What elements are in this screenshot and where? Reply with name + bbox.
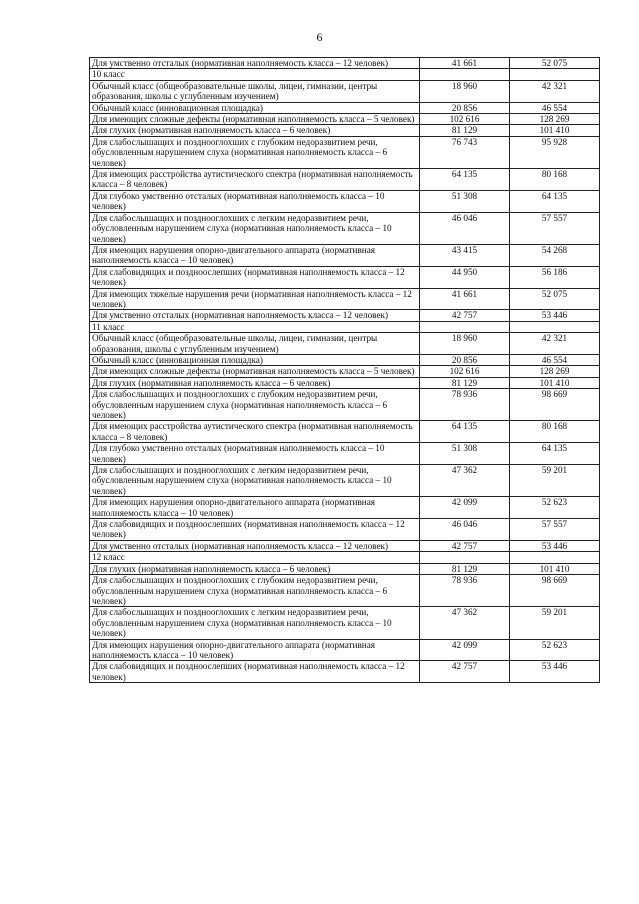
empty-cell [510, 69, 600, 80]
table-row [90, 266, 600, 288]
value-cell-1: 102 616 [420, 114, 510, 125]
table-row [90, 114, 600, 125]
class-type-cell: Для имеющих расстройства аутистического спектра (нормативная наполняемость класса – 8 человек) [90, 421, 420, 443]
value-cell-2: 54 268 [510, 244, 600, 266]
empty-cell [510, 321, 600, 332]
value-cell-2: 57 557 [510, 519, 600, 541]
value-cell-1: 42 757 [420, 540, 510, 551]
table-row [90, 310, 600, 321]
table-row [90, 639, 600, 661]
value-cell-2: 101 410 [510, 563, 600, 574]
class-type-cell: Для слабослышащих и позднооглохших с глубоким недоразвитием речи, обусловленным нарушением слуха (нормативная наполняемость класса – 6 человек) [90, 389, 420, 421]
table-row [90, 661, 600, 683]
value-cell-2: 128 269 [510, 114, 600, 125]
table-row [90, 333, 600, 355]
value-cell-1: 64 135 [420, 421, 510, 443]
value-cell-2: 53 446 [510, 540, 600, 551]
value-cell-2: 52 623 [510, 639, 600, 661]
value-cell-2: 101 410 [510, 125, 600, 136]
table-row [90, 169, 600, 191]
table-row [90, 465, 600, 497]
value-cell-1: 51 308 [420, 190, 510, 212]
value-cell-2: 80 168 [510, 421, 600, 443]
section-row [90, 69, 600, 80]
value-cell-2: 59 201 [510, 607, 600, 639]
class-type-cell: Для слабовидящих и поздноослепших (нормативная наполняемость класса – 12 человек) [90, 266, 420, 288]
value-cell-2: 101 410 [510, 377, 600, 388]
table-row [90, 421, 600, 443]
table-row [90, 58, 600, 69]
class-type-cell: Для глубоко умственно отсталых (нормативная наполняемость класса – 10 человек) [90, 190, 420, 212]
value-cell-2: 56 186 [510, 266, 600, 288]
value-cell-1: 20 856 [420, 354, 510, 365]
value-cell-2: 64 135 [510, 190, 600, 212]
value-cell-2: 98 669 [510, 389, 600, 421]
table-row [90, 377, 600, 388]
table-row [90, 540, 600, 551]
value-cell-1: 76 743 [420, 136, 510, 168]
class-type-cell: Обычный класс (общеобразовательные школы, лицеи, гимназии, центры образования, школы с углубленным изучением) [90, 80, 420, 102]
class-type-cell: Для глубоко умственно отсталых (нормативная наполняемость класса – 10 человек) [90, 443, 420, 465]
table-row [90, 244, 600, 266]
class-type-cell: Для слабослышащих и позднооглохших с легким недоразвитием речи, обусловленным нарушением слуха (нормативная наполняемость класса – 10 человек) [90, 607, 420, 639]
class-type-cell: Обычный класс (инновационная площадка) [90, 354, 420, 365]
class-type-cell: Для имеющих сложные дефекты (нормативная наполняемость класса – 5 человек) [90, 366, 420, 377]
section-title: 10 класс [90, 69, 420, 80]
value-cell-1: 43 415 [420, 244, 510, 266]
value-cell-1: 81 129 [420, 563, 510, 574]
value-cell-2: 52 623 [510, 497, 600, 519]
value-cell-1: 81 129 [420, 125, 510, 136]
empty-cell [510, 552, 600, 563]
value-cell-2: 59 201 [510, 465, 600, 497]
class-type-cell: Для слабовидящих и поздноослепших (нормативная наполняемость класса – 12 человек) [90, 519, 420, 541]
value-cell-2: 46 554 [510, 102, 600, 113]
value-cell-2: 128 269 [510, 366, 600, 377]
class-type-cell: Для слабослышащих и позднооглохших с глубоким недоразвитием речи, обусловленным нарушением слуха (нормативная наполняемость класса – 6 человек) [90, 575, 420, 607]
value-cell-2: 98 669 [510, 575, 600, 607]
table-row [90, 212, 600, 244]
section-title: 12 класс [90, 552, 420, 563]
value-cell-2: 42 321 [510, 80, 600, 102]
class-type-cell: Для глухих (нормативная наполняемость класса – 6 человек) [90, 563, 420, 574]
value-cell-2: 53 446 [510, 661, 600, 683]
class-type-cell: Для имеющих тяжелые нарушения речи (нормативная наполняемость класса – 12 человек) [90, 288, 420, 310]
class-type-cell: Для глухих (нормативная наполняемость класса – 6 человек) [90, 125, 420, 136]
table-row [90, 354, 600, 365]
class-type-cell: Для глухих (нормативная наполняемость класса – 6 человек) [90, 377, 420, 388]
table-row [90, 575, 600, 607]
empty-cell [420, 552, 510, 563]
table-row [90, 389, 600, 421]
section-row [90, 321, 600, 332]
table-row [90, 443, 600, 465]
value-cell-1: 78 936 [420, 389, 510, 421]
table-row [90, 519, 600, 541]
class-type-cell: Для слабослышащих и позднооглохших с легким недоразвитием речи, обусловленным нарушением слуха (нормативная наполняемость класса – 10 человек) [90, 212, 420, 244]
table-row [90, 607, 600, 639]
table-row [90, 288, 600, 310]
value-cell-1: 46 046 [420, 212, 510, 244]
value-cell-1: 20 856 [420, 102, 510, 113]
class-type-cell: Обычный класс (инновационная площадка) [90, 102, 420, 113]
section-row [90, 552, 600, 563]
table-row [90, 80, 600, 102]
table-row [90, 136, 600, 168]
value-cell-1: 51 308 [420, 443, 510, 465]
value-cell-1: 81 129 [420, 377, 510, 388]
class-type-cell: Обычный класс (общеобразовательные школы, лицеи, гимназии, центры образования, школы с углубленным изучением) [90, 333, 420, 355]
class-type-cell: Для имеющих нарушения опорно-двигательного аппарата (нормативная наполняемость класса – 10 человек) [90, 639, 420, 661]
value-cell-1: 42 757 [420, 661, 510, 683]
value-cell-2: 52 075 [510, 288, 600, 310]
value-cell-1: 78 936 [420, 575, 510, 607]
class-type-cell: Для имеющих нарушения опорно-двигательного аппарата (нормативная наполняемость класса – 10 человек) [90, 244, 420, 266]
rates-table-body [90, 58, 600, 683]
class-type-cell: Для слабовидящих и поздноослепших (нормативная наполняемость класса – 12 человек) [90, 661, 420, 683]
value-cell-1: 44 950 [420, 266, 510, 288]
value-cell-2: 53 446 [510, 310, 600, 321]
class-type-cell: Для имеющих нарушения опорно-двигательного аппарата (нормативная наполняемость класса – 10 человек) [90, 497, 420, 519]
value-cell-1: 41 661 [420, 288, 510, 310]
class-type-cell: Для имеющих расстройства аутистического спектра (нормативная наполняемость класса – 8 человек) [90, 169, 420, 191]
value-cell-1: 42 099 [420, 497, 510, 519]
value-cell-1: 18 960 [420, 333, 510, 355]
section-title: 11 класс [90, 321, 420, 332]
value-cell-2: 52 075 [510, 58, 600, 69]
value-cell-1: 46 046 [420, 519, 510, 541]
value-cell-2: 57 557 [510, 212, 600, 244]
class-type-cell: Для имеющих сложные дефекты (нормативная наполняемость класса – 5 человек) [90, 114, 420, 125]
value-cell-1: 42 099 [420, 639, 510, 661]
value-cell-1: 47 362 [420, 607, 510, 639]
value-cell-1: 42 757 [420, 310, 510, 321]
empty-cell [420, 69, 510, 80]
empty-cell [420, 321, 510, 332]
value-cell-1: 41 661 [420, 58, 510, 69]
value-cell-1: 47 362 [420, 465, 510, 497]
table-row [90, 190, 600, 212]
value-cell-1: 102 616 [420, 366, 510, 377]
value-cell-2: 95 928 [510, 136, 600, 168]
value-cell-2: 46 554 [510, 354, 600, 365]
value-cell-1: 18 960 [420, 80, 510, 102]
value-cell-2: 42 321 [510, 333, 600, 355]
class-type-cell: Для слабослышащих и позднооглохших с глубоким недоразвитием речи, обусловленным нарушением слуха (нормативная наполняемость класса – 6 человек) [90, 136, 420, 168]
class-type-cell: Для умственно отсталых (нормативная наполняемость класса – 12 человек) [90, 540, 420, 551]
class-type-cell: Для умственно отсталых (нормативная наполняемость класса – 12 человек) [90, 58, 420, 69]
table-row [90, 125, 600, 136]
table-row [90, 366, 600, 377]
class-type-cell: Для слабослышащих и позднооглохших с легким недоразвитием речи, обусловленным нарушением слуха (нормативная наполняемость класса – 10 человек) [90, 465, 420, 497]
rates-table [89, 57, 600, 683]
value-cell-2: 80 168 [510, 169, 600, 191]
table-row [90, 102, 600, 113]
class-type-cell: Для умственно отсталых (нормативная наполняемость класса – 12 человек) [90, 310, 420, 321]
table-row [90, 497, 600, 519]
page-number: 6 [316, 30, 323, 44]
value-cell-1: 64 135 [420, 169, 510, 191]
table-row [90, 563, 600, 574]
value-cell-2: 64 135 [510, 443, 600, 465]
